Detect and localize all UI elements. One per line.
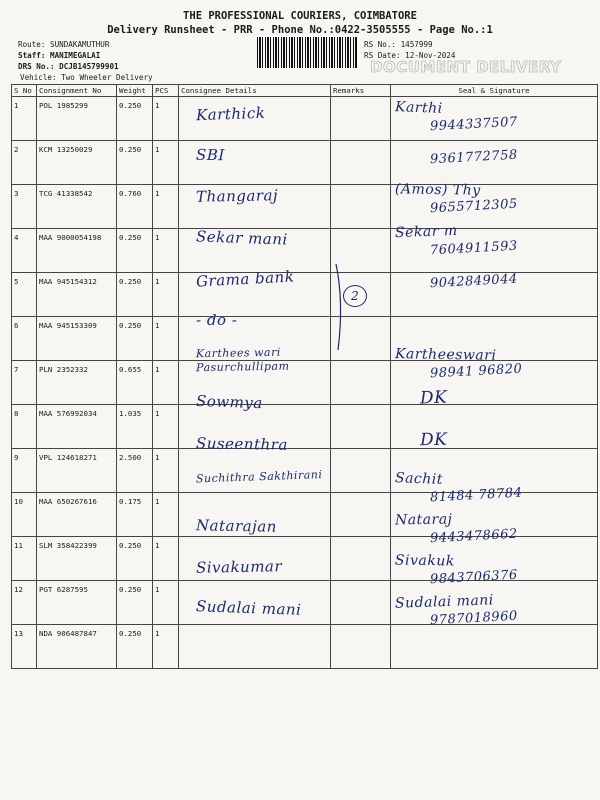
cell-sno: 11 xyxy=(12,537,37,581)
cell-remarks xyxy=(331,141,391,185)
rs-no-value: 1457999 xyxy=(400,40,433,49)
signature-handwriting: DK xyxy=(419,429,448,450)
cell-weight: 0.250 xyxy=(117,625,153,669)
signature-handwriting: Kartheeswari xyxy=(394,346,497,365)
company-title: THE PROFESSIONAL COURIERS, COIMBATORE xyxy=(183,10,417,22)
cell-consignment: SLM 358422399 xyxy=(37,537,117,581)
cell-pcs: 1 xyxy=(153,141,179,185)
cell-weight: 0.250 xyxy=(117,273,153,317)
cell-pcs: 1 xyxy=(153,361,179,405)
cell-weight: 0.250 xyxy=(117,581,153,625)
col-header-weight: Weight xyxy=(117,85,153,97)
staff-value: MANIMEGALAI xyxy=(50,51,101,60)
cell-weight: 1.035 xyxy=(117,405,153,449)
table-row xyxy=(12,405,598,449)
cell-sno: 12 xyxy=(12,581,37,625)
cell-sno: 6 xyxy=(12,317,37,361)
cell-consignment: VPL 124618271 xyxy=(37,449,117,493)
cell-remarks xyxy=(331,97,391,141)
drs-label: DRS No.: xyxy=(18,62,55,71)
signature-handwriting: (Amos) Thy xyxy=(394,181,481,200)
col-header-consignee: Consignee Details xyxy=(179,85,331,97)
cell-consignment: PGT 6287595 xyxy=(37,581,117,625)
cell-weight: 2.500 xyxy=(117,449,153,493)
signature-handwriting: Sudalai mani xyxy=(394,592,495,613)
rs-date-value: 12-Nov-2024 xyxy=(405,51,456,60)
cell-pcs: 1 xyxy=(153,449,179,493)
cell-pcs: 1 xyxy=(153,625,179,669)
cell-remarks xyxy=(331,449,391,493)
staff-label: Staff: xyxy=(18,51,46,60)
cell-consignment: POL 1985299 xyxy=(37,97,117,141)
consignee-handwriting: Suseenthra xyxy=(195,433,289,454)
cell-sno: 8 xyxy=(12,405,37,449)
barcode xyxy=(257,37,358,68)
consignee-handwriting: Sowmya xyxy=(195,392,264,413)
cell-remarks xyxy=(331,537,391,581)
signature-phone: 9655712305 xyxy=(429,197,519,217)
signature-handwriting: Sekar m xyxy=(394,222,458,241)
cell-sno: 10 xyxy=(12,493,37,537)
col-header-remarks: Remarks xyxy=(331,85,391,97)
cell-consignment: MAA 9000054198 xyxy=(37,229,117,273)
consignee-handwriting: Grama bank xyxy=(195,267,295,291)
table-row xyxy=(12,625,598,669)
signature-handwriting: Sivakuk xyxy=(394,552,455,570)
consignee-handwriting: Karthees wari Pasurchullipam xyxy=(195,345,290,375)
cell-remarks xyxy=(331,361,391,405)
col-header-consignment: Consignment No xyxy=(37,85,117,97)
signature-phone: 98941 96820 xyxy=(429,361,523,382)
vehicle-label: Vehicle: xyxy=(20,73,57,82)
route-value: SUNDAKAMUTHUR xyxy=(50,40,110,49)
signature-phone: 7604911593 xyxy=(429,238,519,258)
col-header-pcs: PCS xyxy=(153,85,179,97)
consignee-handwriting: Natarajan xyxy=(195,516,278,536)
consignee-handwriting: Sudalai mani xyxy=(195,597,302,620)
cell-remarks xyxy=(331,405,391,449)
cell-weight: 0.250 xyxy=(117,537,153,581)
signature-phone: 81484 78784 xyxy=(429,485,523,506)
rs-no-label: RS No.: xyxy=(364,40,397,49)
consignee-handwriting: Sivakumar xyxy=(195,557,283,577)
col-header-sno: S No xyxy=(12,85,37,97)
signature-handwriting: DK xyxy=(419,387,448,409)
cell-weight: 0.760 xyxy=(117,185,153,229)
consignee-handwriting: - do - xyxy=(196,311,238,329)
cell-pcs: 1 xyxy=(153,185,179,229)
cell-pcs: 1 xyxy=(153,493,179,537)
cell-pcs: 1 xyxy=(153,273,179,317)
cell-consignment: KCM 13250029 xyxy=(37,141,117,185)
signature-phone: 9787018960 xyxy=(429,609,519,629)
cell-sno: 2 xyxy=(12,141,37,185)
consignee-handwriting: Karthick xyxy=(195,103,266,125)
cell-sno: 5 xyxy=(12,273,37,317)
cell-consignment: PLN 2352332 xyxy=(37,361,117,405)
cell-sno: 9 xyxy=(12,449,37,493)
cell-sno: 7 xyxy=(12,361,37,405)
cell-weight: 0.250 xyxy=(117,141,153,185)
cell-pcs: 1 xyxy=(153,537,179,581)
cell-consignee xyxy=(179,625,331,669)
cell-signature xyxy=(391,625,598,669)
signature-phone: 9944337507 xyxy=(429,114,519,135)
cell-sno: 3 xyxy=(12,185,37,229)
drs-line xyxy=(18,62,119,71)
cell-pcs: 1 xyxy=(153,317,179,361)
cell-pcs: 1 xyxy=(153,229,179,273)
signature-phone: 9361772758 xyxy=(429,147,519,168)
cell-weight: 0.175 xyxy=(117,493,153,537)
staff-line xyxy=(18,51,100,60)
cell-consignment: TCG 41338542 xyxy=(37,185,117,229)
cell-weight: 0.250 xyxy=(117,97,153,141)
remarks-bracket xyxy=(330,262,370,352)
signature-handwriting: Nataraj xyxy=(394,511,453,529)
signature-phone: 9443478662 xyxy=(429,526,519,547)
rs-date-label: RS Date: xyxy=(364,51,401,60)
cell-consignment: MAA 576992034 xyxy=(37,405,117,449)
signature-phone: 9042849044 xyxy=(429,271,519,292)
consignee-handwriting: Suchithra Sakthirani xyxy=(195,467,323,486)
cell-weight: 0.250 xyxy=(117,317,153,361)
cell-pcs: 1 xyxy=(153,405,179,449)
cell-consignment: MAA 945153309 xyxy=(37,317,117,361)
signature-handwriting: Karthi xyxy=(394,99,443,117)
cell-weight: 0.655 xyxy=(117,361,153,405)
cell-remarks xyxy=(331,185,391,229)
cell-sno: 13 xyxy=(12,625,37,669)
route-label: Route: xyxy=(18,40,46,49)
consignee-handwriting: Sekar mani xyxy=(195,226,289,249)
cell-consignment: NDA 906487847 xyxy=(37,625,117,669)
cell-remarks xyxy=(331,581,391,625)
runsheet-subtitle: Delivery Runsheet - PRR - Phone No.:0422-3505555 - Page No.:1 xyxy=(107,24,493,36)
signature-phone: 9843706376 xyxy=(429,567,519,588)
table-header-row xyxy=(12,85,598,97)
consignee-handwriting: Thangaraj xyxy=(195,186,279,207)
vehicle-value: Two Wheeler Delivery xyxy=(61,73,153,82)
remark-circled-number: 2 xyxy=(343,285,367,307)
cell-consignment: MAA 945154312 xyxy=(37,273,117,317)
rs-no-line xyxy=(364,40,433,49)
cell-weight: 0.250 xyxy=(117,229,153,273)
cell-consignment: MAA 650267616 xyxy=(37,493,117,537)
cell-sno: 4 xyxy=(12,229,37,273)
signature-handwriting: Sachit xyxy=(394,469,444,488)
document-delivery-stamp: DOCUMENT DELIVERY xyxy=(370,58,562,76)
cell-remarks xyxy=(331,493,391,537)
drs-value: DCJB145799901 xyxy=(59,62,119,71)
cell-remarks xyxy=(331,625,391,669)
cell-pcs: 1 xyxy=(153,97,179,141)
cell-pcs: 1 xyxy=(153,581,179,625)
consignee-handwriting: SBI xyxy=(195,145,225,165)
vehicle-line xyxy=(20,73,153,82)
route-line xyxy=(18,40,109,49)
col-header-signature: Seal & Signature xyxy=(391,85,598,97)
cell-sno: 1 xyxy=(12,97,37,141)
